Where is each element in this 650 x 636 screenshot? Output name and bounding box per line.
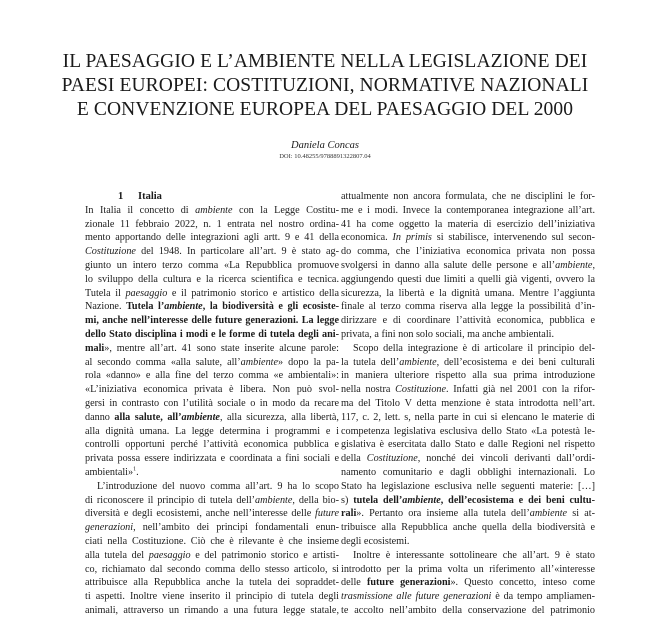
text-line [85, 273, 339, 287]
text-segment: degli ecosistemi. [341, 535, 410, 547]
text-segment: ambiente [181, 411, 220, 423]
text-line [85, 480, 339, 494]
text-line [85, 356, 339, 370]
text-line [341, 204, 595, 218]
footnote-ref: 1 [133, 466, 137, 473]
text-segment: è da tempo ampliamen- [491, 591, 595, 603]
text-line [85, 397, 339, 411]
text-segment: te accolto nell’ambito della conservazione del patrimonio [341, 604, 595, 616]
text-line [85, 535, 339, 549]
text-segment: della [341, 453, 367, 465]
text-line [341, 314, 595, 328]
text-line [85, 245, 339, 259]
text-line [85, 576, 339, 590]
text-segment: competenza legislativa esclusiva dello Stato «La potestà le- [341, 425, 595, 437]
text-segment: paesaggio [125, 287, 168, 299]
text-segment: si stabilisce, intervenendo sul secon- [431, 232, 595, 244]
text-segment: , nonché dei vincoli derivanti dall’ordi- [417, 453, 595, 465]
text-segment: mi, anche nell’interesse delle future generazioni. La legge [85, 315, 339, 327]
text-segment: , [592, 259, 595, 271]
text-segment: me e i modi. Invece la contemporanea integrazione all’art. [341, 204, 595, 216]
text-line [85, 259, 339, 273]
text-segment: ambiente [402, 494, 441, 506]
text-segment: ambiente [255, 494, 293, 506]
text-segment: In Italia il concetto di [85, 204, 196, 216]
text-segment: 41 ha come oggetto la materia di esercizio dell’iniziativa [341, 218, 595, 230]
text-line [341, 549, 595, 563]
text-segment: », mentre all’art. 41 sono state inserite alcune parole: [104, 342, 339, 354]
text-segment: Tutela il [85, 287, 126, 299]
author-name: Daniela Concas [291, 140, 359, 151]
text-line [341, 218, 595, 232]
text-line [85, 438, 339, 452]
left-column-body [85, 204, 339, 618]
text-segment: aggiungendo questi due limiti a quelli già vigenti, ovvero la [341, 273, 595, 285]
text-segment: , dell’ecosistema e dei beni culturali [436, 356, 595, 368]
text-line [341, 521, 595, 535]
text-line [341, 535, 595, 549]
text-line [341, 452, 595, 466]
section-number: 1 [118, 191, 124, 202]
text-segment: giunto un intero terzo comma «La Repubblica promuove [85, 259, 339, 271]
text-line [341, 273, 595, 287]
text-line [85, 342, 339, 356]
text-line [341, 411, 595, 425]
text-segment: privata possa essere indirizzata e coordinata a fini sociali e [85, 453, 339, 465]
text-line [85, 563, 339, 577]
text-line [341, 287, 595, 301]
text-segment: si at- [567, 508, 595, 520]
text-line [85, 314, 339, 328]
text-segment: danno [85, 411, 115, 423]
text-segment: attualmente non ancora formulata, che ne disciplini le for- [341, 191, 595, 202]
text-segment: 117, c. 2, lett. s, nella parte in cui si elencano le materie di [341, 411, 595, 423]
text-segment: la tutela dell’ [341, 356, 400, 368]
text-line [341, 397, 595, 411]
text-segment: mento apportando delle integrazioni agli artt. 9 e 41 della [85, 232, 339, 244]
text-segment: rali [341, 508, 357, 520]
text-segment: gislativa è esercitata dallo Stato e dalle Regioni nel rispetto [341, 439, 595, 451]
text-line [85, 549, 339, 563]
text-segment: , nell’ambito dei principi fondamentali enun- [133, 522, 339, 534]
text-segment: finale al terzo comma riserva alla legge la possibilità d’in- [341, 301, 595, 313]
text-segment: ambiente [555, 259, 593, 271]
right-column-body [341, 190, 595, 618]
text-segment: namento comunitario e dagli obblighi internazionali. Lo [341, 466, 595, 478]
text-line [341, 590, 595, 604]
text-segment: sicurezza, la libertà e la dignità umana. Mentre l’aggiunta [341, 287, 595, 299]
text-segment: co, richiamato dal secondo comma dello stesso articolo, si [85, 563, 339, 575]
text-segment: al secondo comma «alla salute, all’ [85, 356, 241, 368]
text-line [341, 425, 595, 439]
left-column [85, 190, 339, 618]
text-line [341, 604, 595, 618]
text-segment: tribuisce alla Repubblica anche quella della biodiversità e [341, 522, 595, 534]
text-segment: Nazione. [85, 301, 127, 313]
text-segment: gersi in contrasto con l’utilità sociale o in modo da recare [85, 397, 339, 409]
text-segment: , la biodiversità e gli ecosiste- [202, 301, 339, 313]
text-line [85, 521, 339, 535]
text-line [341, 356, 595, 370]
text-segment: ti aspetti. Inoltre viene inserito il principio di tutela degli [85, 591, 339, 603]
text-segment: zionale 11 febbraio 2022, n. 1 entrata nel nostro ordina- [85, 218, 339, 230]
text-line [85, 300, 339, 314]
text-segment: Inoltre è interessante sottolineare che all’art. 9 è stato [353, 549, 595, 561]
text-line [341, 231, 595, 245]
text-segment: e del patrimonio storico e artisti- [190, 549, 339, 561]
text-line [85, 218, 339, 232]
text-segment: alla dignità umana. La legge determina i programmi e i [85, 425, 339, 437]
text-segment: ciati nella Costituzione. Ciò che è rilevante è che insieme [85, 535, 339, 547]
text-line [341, 369, 595, 383]
text-segment: paesaggio [148, 549, 191, 561]
text-segment: controlli opportuni perché l’attività economica pubblica e [85, 439, 339, 451]
text-segment: alla salute, all’ [114, 411, 182, 423]
text-segment: introdotto per la prima volta un riferimento all’«interesse [341, 563, 595, 575]
text-segment: . Infatti già nel 2001 con la rifor- [446, 384, 595, 396]
text-segment: rola «danno» e alla fine del terzo comma «e ambientali»: [85, 370, 339, 382]
text-segment: animali, attraverso un rimando a una futura legge statale, [85, 604, 339, 616]
section-title: Italia [138, 191, 162, 202]
text-line [85, 383, 339, 397]
text-line [85, 604, 339, 618]
text-line [341, 245, 595, 259]
text-segment: Costituzione [366, 453, 418, 465]
text-segment: ambiente [164, 301, 203, 313]
text-segment: attribuisce alla Repubblica anche la tutela dei sopraddet- [85, 577, 339, 589]
text-line [85, 466, 339, 480]
text-line [85, 507, 339, 521]
text-segment: delle [341, 577, 367, 589]
text-line [341, 466, 595, 480]
text-line [85, 452, 339, 466]
text-segment: di riconoscere il principio di tutela dell’ [85, 494, 256, 506]
text-segment: lo sviluppo della cultura e la ricerca scientifica e tecnica. [85, 273, 339, 285]
article-title-line-1: IL PAESAGGIO E L’AMBIENTE NELLA LEGISLAZIONE DEI [62, 51, 588, 72]
doi: DOI: 10.48255/9788891322807.04 [279, 153, 371, 160]
right-column [341, 190, 595, 618]
text-segment: dirizzare e di coordinare l’attività economica, pubblica e [341, 315, 595, 327]
text-line [341, 480, 595, 494]
text-segment: » dopo la pa- [278, 356, 339, 368]
text-segment: nella nostra [341, 384, 396, 396]
text-segment: Tutela l’ [126, 301, 165, 313]
section-heading [85, 190, 339, 204]
text-line [341, 259, 595, 273]
text-segment: , della bio- [292, 494, 339, 506]
text-segment: mali [85, 342, 105, 354]
article-title-line-3: E CONVENZIONE EUROPEA DEL PAESAGGIO DEL 2000 [76, 99, 574, 120]
text-line [85, 411, 339, 425]
text-line [85, 425, 339, 439]
text-segment: do comma, che l’iniziativa economica privata non possa [341, 246, 595, 258]
text-line [85, 231, 339, 245]
text-segment: svolgersi in danno alla salute delle persone e all’ [341, 259, 556, 271]
text-line [341, 300, 595, 314]
text-segment: alla tutela del [85, 549, 149, 561]
text-line [341, 494, 595, 508]
article-title-line-2: PAESI EUROPEI: COSTITUZIONI, NORMATIVE NAZIONALI [61, 75, 589, 96]
text-segment: Stato ha legislazione esclusiva nelle seguenti materie: […] [341, 480, 595, 492]
text-line [85, 494, 339, 508]
text-line [85, 287, 339, 301]
text-segment: ». Questo concetto, inteso come [450, 577, 595, 589]
text-segment: diversità e degli ecosistemi, anche nell’interesse delle [85, 508, 316, 520]
text-segment: L’introduzione del nuovo comma all’art. 9 ha lo scopo [97, 480, 339, 492]
text-segment: . [136, 466, 139, 478]
text-line [341, 563, 595, 577]
text-segment: con la Legge Costitu- [232, 204, 339, 216]
text-segment: trasmissione alle future generazioni [341, 591, 492, 603]
text-line [85, 204, 339, 218]
text-segment: ». Pertanto ora insieme alla tutela dell’ [356, 508, 530, 520]
text-segment: , dell’ecosistema e dei beni cultu- [440, 494, 595, 506]
text-line [341, 190, 595, 204]
text-segment: ambiente [399, 356, 437, 368]
text-segment: generazioni [85, 522, 134, 534]
text-line [341, 342, 595, 356]
text-segment: ma del Titolo V detta menzione è stata introdotta nell’art. [341, 397, 595, 409]
text-line [85, 328, 339, 342]
text-line [341, 438, 595, 452]
text-line [341, 507, 595, 521]
text-segment: ambientali» [85, 466, 134, 478]
text-segment: s) [341, 494, 354, 506]
text-segment: ambiente [240, 356, 279, 368]
text-segment: In primis [392, 232, 432, 244]
text-segment: Scopo della integrazione è di articolare il principio del- [353, 342, 595, 354]
text-segment: e il patrimonio storico e artistico della [167, 287, 340, 299]
text-segment: , alla sicurezza, alla libertà, [219, 411, 339, 423]
text-line [341, 328, 595, 342]
text-segment: privata, a fini non solo sociali, ma anche ambientali. [341, 328, 555, 340]
text-segment: ambiente [195, 204, 233, 216]
text-segment: del 1948. In particolare all’art. 9 è stato ag- [135, 246, 339, 258]
text-segment: dello Stato disciplina i modi e le forme di tutela degli ani- [85, 328, 339, 340]
text-segment: «L’iniziativa economica privata è libera. Non può svol- [85, 384, 339, 396]
text-segment: in maniera ulteriore rispetto alla sua prima introduzione [341, 370, 595, 382]
text-segment: economica. [341, 232, 393, 244]
text-segment: ambiente [529, 508, 568, 520]
text-line [341, 576, 595, 590]
text-segment: Costituzione [85, 246, 136, 258]
text-line [85, 369, 339, 383]
text-segment: future [315, 508, 339, 520]
text-line [341, 383, 595, 397]
text-segment: future generazioni [366, 577, 451, 589]
text-line [85, 590, 339, 604]
text-segment: Costituzione [395, 384, 447, 396]
text-segment: tutela dell’ [353, 494, 403, 506]
